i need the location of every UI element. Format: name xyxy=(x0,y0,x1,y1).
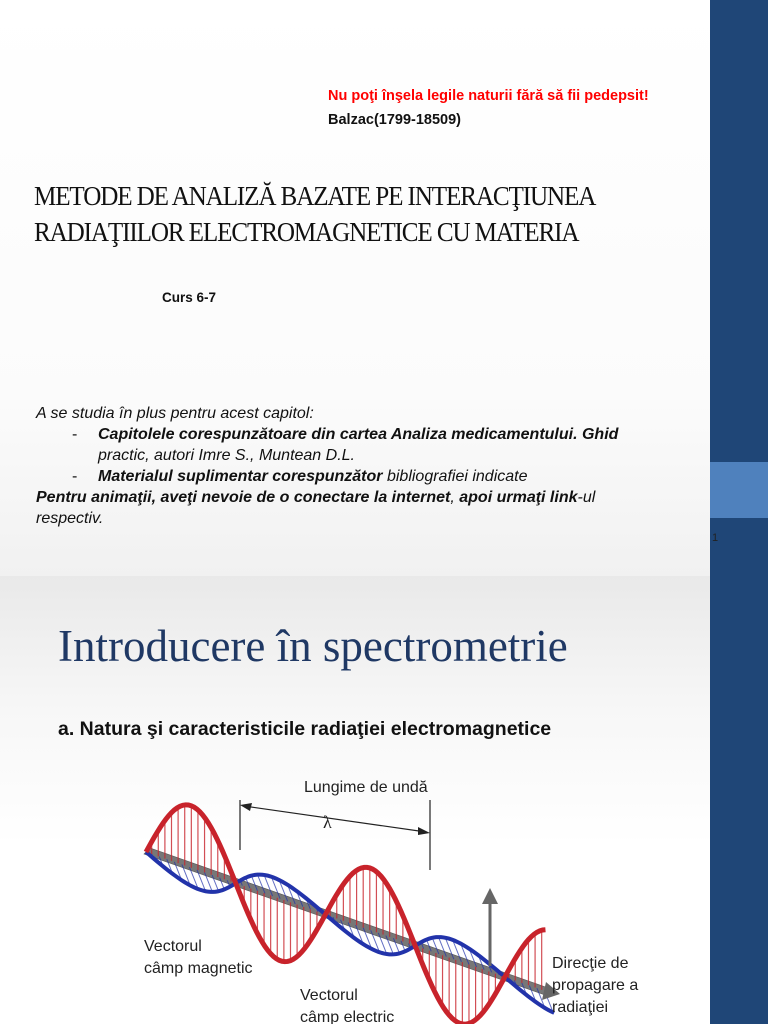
bullet-1-line-1: Capitolele corespunzătoare din cartea Analiza medicamentului. Ghid xyxy=(98,426,619,443)
electric-label-line-2: câmp electric xyxy=(300,1009,395,1024)
study-notes xyxy=(36,403,696,529)
section-subtitle: a. Natura şi caracteristicile radiaţiei electromagnetice xyxy=(58,718,552,740)
quote-text: Nu poţi înşela legile naturii fără să fii pedepsit! xyxy=(328,88,649,104)
bullet-2-bold: Materialul suplimentar corespunzător xyxy=(98,468,383,485)
bullet-dash-2: - xyxy=(72,468,78,485)
anim-sep-2: -ul xyxy=(577,489,596,506)
slide-number: 1 xyxy=(712,532,719,544)
slide-title-line-1: METODE DE ANALIZĂ BAZATE PE INTERACŢIUNEA xyxy=(34,181,596,211)
section-title: Introducere în spectrometrie xyxy=(58,621,568,671)
bullet-dash-1: - xyxy=(72,426,78,443)
wavelength-arrow xyxy=(244,806,426,832)
bullet-1-line-2: practic, autori Imre S., Muntean D.L. xyxy=(98,447,355,464)
vertical-arrow-head xyxy=(482,888,498,904)
course-label: Curs 6-7 xyxy=(162,290,217,305)
magnetic-label-line-2: câmp magnetic xyxy=(144,960,253,977)
wavelength-label: Lungime de undă xyxy=(304,779,428,796)
study-intro: A se studia în plus pentru acest capitol: xyxy=(36,405,314,422)
em-wave-diagram xyxy=(128,770,688,1024)
slide-title xyxy=(34,178,639,250)
wavelength-arrowhead-right xyxy=(418,827,430,835)
wavelength-arrowhead-left xyxy=(240,803,252,811)
electric-label-line-1: Vectorul xyxy=(300,987,358,1004)
anim-line-2: respectiv. xyxy=(36,510,104,527)
direction-label-line-2: propagare a xyxy=(552,977,639,994)
sidebar-accent-block xyxy=(710,462,768,518)
magnetic-label-line-1: Vectorul xyxy=(144,938,202,955)
direction-label-line-3: radiaţiei xyxy=(552,999,609,1016)
anim-part-1: Pentru animaţii, aveţi nevoie de o conectare la internet xyxy=(36,489,451,506)
anim-sep-1: , xyxy=(450,489,460,506)
anim-part-2: apoi urmaţi link xyxy=(459,489,578,506)
quote-author: Balzac(1799-18509) xyxy=(328,112,462,128)
slide-title-line-2: RADIAŢIILOR ELECTROMAGNETICE CU MATERIA xyxy=(34,217,579,247)
direction-label-line-1: Direcţie de xyxy=(552,955,629,972)
lambda-symbol: λ xyxy=(323,812,332,832)
sidebar-bar xyxy=(710,576,768,1024)
bullet-2-rest: bibliografiei indicate xyxy=(382,468,528,485)
